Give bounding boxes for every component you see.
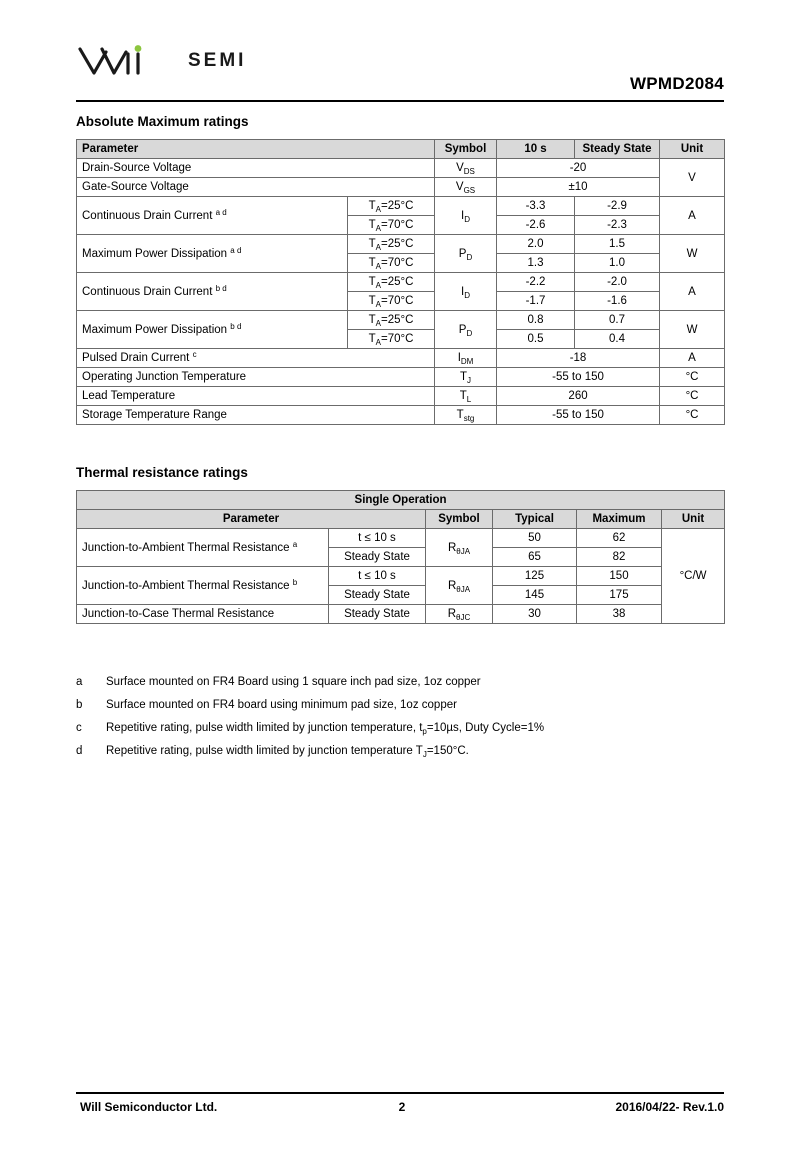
cond-sub: A [375,300,381,309]
table-row [77,235,725,254]
symbol-sub: D [466,252,473,262]
table-row [77,567,725,586]
cond-base: T [368,314,376,326]
table-row [77,311,725,330]
parameter-text: Junction-to-Ambient Thermal Resistance [82,541,290,554]
row-symbol [435,159,497,178]
parameter-text: Maximum Power Dissipation [82,247,228,260]
symbol-base: T [460,371,468,383]
row-condition [348,311,435,330]
row-unit: °C [660,368,725,387]
row-unit: °C [660,406,725,425]
row-symbol [435,197,497,235]
absolute-maximum-ratings-table [76,139,725,425]
row-value-10s: 0.5 [497,330,575,349]
symbol-base: I [461,285,465,298]
footnote-text-post: =150°C. [426,745,469,757]
row-parameter [77,529,329,567]
row-value-steady: -2.3 [575,216,660,235]
parameter-note-ref: b d [215,283,227,293]
row-unit: A [660,349,725,368]
row-parameter: Storage Temperature Range [77,406,435,425]
symbol-sub: D [466,328,473,338]
table-header-row [77,140,725,159]
footnote-key: c [76,722,82,734]
symbol-base: T [456,409,464,421]
row-value-10s: -2.2 [497,273,575,292]
cond-rest: =70°C [380,295,414,307]
symbol-sub: θJC [456,613,471,622]
row-condition [348,254,435,273]
row-value-steady: 0.4 [575,330,660,349]
cond-sub: A [375,262,381,271]
cond-sub: A [375,319,381,328]
row-unit: W [660,311,725,349]
row-condition: Steady State [329,605,426,624]
cond-rest: =70°C [380,333,414,345]
row-value-steady: -2.9 [575,197,660,216]
row-value-steady: 1.5 [575,235,660,254]
row-maximum: 82 [577,548,662,567]
table-row [77,368,725,387]
table-row [77,273,725,292]
symbol-sub: θJA [456,584,471,594]
table-row [77,178,725,197]
symbol-base: R [447,541,457,554]
row-symbol [435,387,497,406]
row-condition [348,292,435,311]
symbol-base: T [459,390,467,402]
row-parameter: Gate-Source Voltage [77,178,435,197]
logo-wordmark: SEMI [188,50,247,71]
row-maximum: 150 [577,567,662,586]
row-unit: A [660,273,725,311]
row-symbol [435,406,497,425]
col-header-symbol: Symbol [435,140,497,159]
parameter-text: Maximum Power Dissipation [82,323,228,336]
row-value: -20 [497,159,660,178]
row-value-10s: -3.3 [497,197,575,216]
row-unit: V [660,159,725,197]
parameter-note-ref: b [292,577,298,587]
cond-sub: A [375,224,381,233]
row-value: -55 to 150 [497,368,660,387]
symbol-base: I [457,352,461,364]
col-header-10s: 10 s [497,140,575,159]
symbol-sub: GS [463,186,476,195]
symbol-base: P [458,323,467,336]
row-condition [348,273,435,292]
symbol-sub: L [466,395,472,404]
footnote-text [106,745,724,757]
row-value-10s: -2.6 [497,216,575,235]
col-header-unit: Unit [662,510,725,529]
page-header [76,38,724,102]
row-parameter [77,349,435,368]
col-header-symbol: Symbol [426,510,493,529]
absolute-max-table-wrap [76,139,724,425]
parameter-text: Continuous Drain Current [82,209,213,222]
symbol-base: R [447,608,457,620]
symbol-sub: θJA [456,546,471,556]
cond-rest: =25°C [380,314,414,326]
footnote-b [76,699,724,711]
row-symbol [426,567,493,605]
table-row [77,605,725,624]
col-header-typical: Typical [493,510,577,529]
row-symbol [435,311,497,349]
table-row [77,159,725,178]
row-parameter [77,235,348,273]
section-title-absolute-max: Absolute Maximum ratings [76,114,249,129]
symbol-sub: D [464,214,470,224]
footnote-c [76,722,724,734]
footnotes [76,676,724,757]
footnote-key: a [76,676,83,688]
datasheet-page [0,38,800,1170]
cond-base: T [368,333,376,345]
cond-base: T [368,276,376,288]
footnote-text: Surface mounted on FR4 Board using 1 square inch pad size, 1oz copper [106,676,481,688]
symbol-sub: D [464,290,470,300]
col-header-maximum: Maximum [577,510,662,529]
row-symbol [426,605,493,624]
row-condition: Steady State [329,548,426,567]
row-parameter [77,273,348,311]
col-header-parameter: Parameter [77,510,426,529]
cond-base: T [368,219,376,231]
row-maximum: 38 [577,605,662,624]
parameter-note-ref: c [192,350,197,359]
row-value-steady: 0.7 [575,311,660,330]
row-value-10s: 0.8 [497,311,575,330]
symbol-sub: J [467,376,472,385]
col-header-unit: Unit [660,140,725,159]
thermal-table-wrap [76,490,724,624]
section-title-thermal: Thermal resistance ratings [76,465,248,480]
row-condition [348,235,435,254]
cond-sub: A [375,338,381,347]
row-parameter [77,311,348,349]
row-typical: 50 [493,529,577,548]
row-value-10s: -1.7 [497,292,575,311]
row-parameter: Lead Temperature [77,387,435,406]
footnote-key: d [76,745,83,757]
cond-rest: =70°C [380,257,414,269]
cond-base: T [368,238,376,250]
row-value-steady: -2.0 [575,273,660,292]
thermal-title-single-operation: Single Operation [77,491,725,510]
footnote-d [76,745,724,757]
cond-base: T [368,200,376,212]
row-maximum: 62 [577,529,662,548]
row-maximum: 175 [577,586,662,605]
row-typical: 125 [493,567,577,586]
footnote-a [76,676,724,688]
col-header-steady-state: Steady State [575,140,660,159]
cond-rest: =25°C [380,238,414,250]
cond-sub: A [375,205,381,214]
footnote-text: Surface mounted on FR4 board using minimum pad size, 1oz copper [106,699,457,711]
cond-base: T [368,295,376,307]
row-unit: °C [660,387,725,406]
row-symbol [435,349,497,368]
row-symbol [426,529,493,567]
parameter-note-ref: a d [230,245,242,255]
row-symbol [435,368,497,387]
company-logo [76,44,246,78]
row-parameter: Operating Junction Temperature [77,368,435,387]
parameter-note-ref: a [292,539,298,549]
row-typical: 145 [493,586,577,605]
footnote-key: b [76,699,83,711]
row-parameter [77,197,348,235]
row-unit: °C/W [662,529,725,624]
footnote-text-pre: Repetitive rating, pulse width limited by junction temperature, t [106,722,423,734]
row-symbol [435,273,497,311]
thermal-resistance-table [76,490,725,624]
row-condition [348,197,435,216]
footer-revision: 2016/04/22- Rev.1.0 [615,1100,724,1114]
row-parameter [77,567,329,605]
symbol-base: V [455,181,464,193]
row-value-steady: 1.0 [575,254,660,273]
footnote-text-pre: Repetitive rating, pulse width limited by junction temperature T [106,745,423,757]
table-row [77,387,725,406]
cond-sub: A [375,281,381,290]
parameter-note-ref: b d [230,321,242,331]
page-footer [76,1092,724,1114]
cond-rest: =25°C [380,276,414,288]
cond-rest: =70°C [380,219,414,231]
parameter-text: Junction-to-Ambient Thermal Resistance [82,579,290,592]
symbol-sub: DM [460,357,474,366]
footnote-text-sub: J [422,750,427,759]
row-value: -55 to 150 [497,406,660,425]
row-condition [348,330,435,349]
table-row [77,529,725,548]
row-typical: 30 [493,605,577,624]
will-semi-logo-icon [76,44,186,78]
row-condition: t ≤ 10 s [329,567,426,586]
row-symbol [435,235,497,273]
row-condition: Steady State [329,586,426,605]
row-unit: A [660,197,725,235]
parameter-note-ref: a d [215,207,227,217]
symbol-base: I [461,209,465,222]
symbol-sub: DS [463,167,475,176]
row-value-10s: 2.0 [497,235,575,254]
col-header-parameter: Parameter [77,140,435,159]
row-value: -18 [497,349,660,368]
symbol-base: R [447,579,457,592]
row-typical: 65 [493,548,577,567]
parameter-text: Continuous Drain Current [82,285,213,298]
row-value-10s: 1.3 [497,254,575,273]
table-row [77,197,725,216]
footnote-text [106,722,724,734]
cond-base: T [368,257,376,269]
table-row [77,349,725,368]
footer-page-number: 2 [398,1100,406,1114]
row-parameter: Drain-Source Voltage [77,159,435,178]
row-unit: W [660,235,725,273]
symbol-base: P [458,247,467,260]
part-number: WPMD2084 [629,74,724,93]
footnote-text-post: =10µs, Duty Cycle=1% [426,722,545,734]
cond-rest: =25°C [380,200,414,212]
table-header-row [77,510,725,529]
parameter-text: Pulsed Drain Current [82,352,190,364]
row-value: 260 [497,387,660,406]
footnote-text-sub: p [422,727,427,736]
table-title-row [77,491,725,510]
row-condition [348,216,435,235]
footer-company: Will Semiconductor Ltd. [80,1100,218,1114]
row-parameter: Junction-to-Case Thermal Resistance [77,605,329,624]
symbol-base: V [456,162,464,174]
row-value: ±10 [497,178,660,197]
symbol-sub: stg [463,414,475,423]
cond-sub: A [375,243,381,252]
table-row [77,406,725,425]
row-symbol [435,178,497,197]
row-condition: t ≤ 10 s [329,529,426,548]
row-value-steady: -1.6 [575,292,660,311]
